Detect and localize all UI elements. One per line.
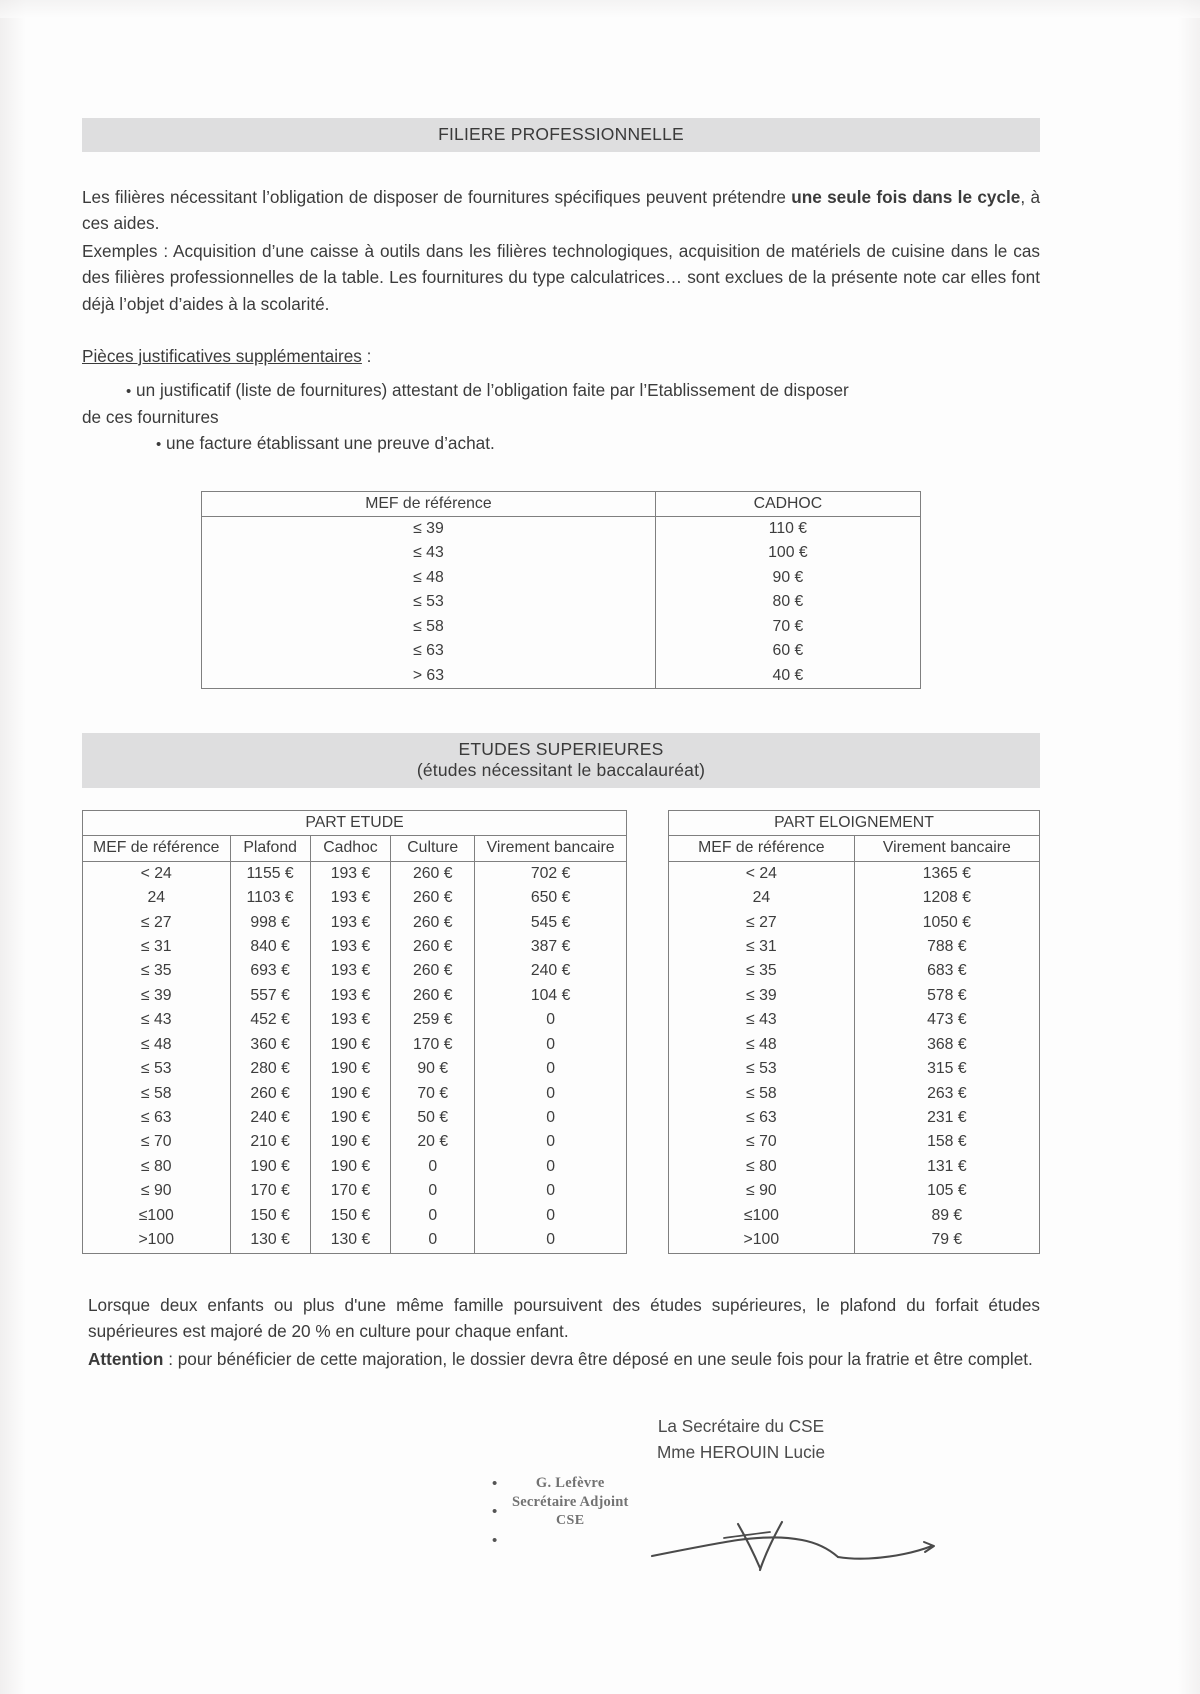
pl-virement: 1365 €: [854, 861, 1039, 886]
bullet-item-facture-text: une facture établissant une preuve d’achat.: [166, 432, 495, 453]
table-row: [202, 517, 921, 542]
pe-cadhoc: 190 €: [310, 1082, 390, 1106]
table-row: [202, 615, 921, 639]
stamp-dots-icon: • • •: [492, 1474, 498, 1549]
table-row: [83, 959, 627, 983]
cadhoc-cell-value: 70 €: [655, 615, 920, 639]
banner-etudes-line1: ETUDES SUPERIEURES: [458, 738, 664, 759]
cadhoc-header-row: [202, 491, 921, 516]
cadhoc-cell-value: 60 €: [655, 639, 920, 663]
pe-mef: ≤ 31: [83, 935, 231, 959]
table-row: [83, 1106, 627, 1130]
pe-virement: 650 €: [475, 886, 627, 910]
pe-virement: 0: [475, 1057, 627, 1081]
pl-virement: 1208 €: [854, 886, 1039, 910]
pe-virement: 0: [475, 1204, 627, 1228]
pl-mef: ≤ 31: [669, 935, 855, 959]
table-row: [83, 1130, 627, 1154]
part-eloignement-group-header-row: [669, 810, 1040, 835]
pe-plafond: 998 €: [230, 911, 310, 935]
table-row: [83, 1057, 627, 1081]
pe-culture: 170 €: [391, 1033, 475, 1057]
pe-mef: ≤ 48: [83, 1033, 231, 1057]
pe-plafond: 280 €: [230, 1057, 310, 1081]
pe-plafond: 693 €: [230, 959, 310, 983]
pl-mef: ≤ 27: [669, 911, 855, 935]
paragraph-majoration-text: Lorsque deux enfants ou plus d'une même famille poursuivent des études supérieures, le plafond du forfait études supérieures est majoré de 20 % en culture pour chaque enfant.: [88, 1294, 1040, 1341]
stamp-line-name: G. Lefèvre: [535, 1474, 605, 1491]
subheading-pieces-justificatives: [82, 343, 1040, 369]
banner-etudes-line2: (études nécessitant le baccalauréat): [416, 759, 706, 780]
cadhoc-cell-value: 40 €: [655, 664, 920, 689]
paragraph-attention: [82, 1346, 1040, 1372]
pe-mef: ≤ 63: [83, 1106, 231, 1130]
table-row: [669, 1130, 1040, 1154]
table-row: [83, 1155, 627, 1179]
pl-virement: 231 €: [854, 1106, 1039, 1130]
paragraph-filieres-bold: une seule fois dans le cycle: [791, 187, 1021, 207]
table-row: [669, 1179, 1040, 1203]
pe-plafond: 1155 €: [230, 861, 310, 886]
pe-virement: 0: [475, 1130, 627, 1154]
table-row: [202, 566, 921, 590]
pl-mef: ≤ 39: [669, 984, 855, 1008]
stamp-secretaire-adjoint: [512, 1474, 629, 1531]
pe-mef: ≤ 27: [83, 911, 231, 935]
subheading-colon: :: [361, 345, 372, 366]
table-row: [83, 886, 627, 910]
pe-cadhoc: 130 €: [310, 1228, 390, 1253]
pe-culture: 260 €: [391, 861, 475, 886]
pl-virement: 131 €: [854, 1155, 1039, 1179]
pl-mef: ≤ 80: [669, 1155, 855, 1179]
part-etude-group-header: PART ETUDE: [83, 810, 627, 835]
pe-cadhoc: 193 €: [310, 1008, 390, 1032]
pe-virement: 104 €: [475, 984, 627, 1008]
table-row: [669, 1106, 1040, 1130]
pe-mef: ≤ 39: [83, 984, 231, 1008]
pl-virement: 315 €: [854, 1057, 1039, 1081]
pl-virement: 368 €: [854, 1033, 1039, 1057]
pe-mef: ≤ 35: [83, 959, 231, 983]
part-eloignement-header-mef: MEF de référence: [669, 836, 855, 861]
pe-mef: ≤ 43: [83, 1008, 231, 1032]
cadhoc-header-cadhoc: CADHOC: [655, 491, 920, 516]
pl-virement: 683 €: [854, 959, 1039, 983]
bullet-dot-icon: •: [126, 382, 132, 400]
cadhoc-cell-mef: ≤ 53: [202, 590, 656, 614]
pe-culture: 50 €: [391, 1106, 475, 1130]
pe-mef: ≤100: [83, 1204, 231, 1228]
table-row: [669, 861, 1040, 886]
pl-virement: 1050 €: [854, 911, 1039, 935]
pe-culture: 259 €: [391, 1008, 475, 1032]
paragraph-attention-text: : pour bénéficier de cette majoration, le dossier devra être déposé en une seule fois pour la fratrie et être complet.: [163, 1348, 1033, 1369]
pe-culture: 260 €: [391, 984, 475, 1008]
pl-mef: ≤ 70: [669, 1130, 855, 1154]
table-row: [669, 1057, 1040, 1081]
pl-virement: 89 €: [854, 1204, 1039, 1228]
pe-cadhoc: 190 €: [310, 1155, 390, 1179]
pe-mef: ≤ 80: [83, 1155, 231, 1179]
table-row: [83, 1082, 627, 1106]
table-row: [83, 1179, 627, 1203]
pe-mef: 24: [83, 886, 231, 910]
pl-mef: < 24: [669, 861, 855, 886]
pe-virement: 0: [475, 1082, 627, 1106]
pe-plafond: 190 €: [230, 1155, 310, 1179]
paragraph-majoration: [82, 1292, 1040, 1344]
pe-culture: 20 €: [391, 1130, 475, 1154]
pe-virement: 387 €: [475, 935, 627, 959]
pe-virement: 0: [475, 1228, 627, 1253]
pl-mef: ≤ 48: [669, 1033, 855, 1057]
pe-plafond: 452 €: [230, 1008, 310, 1032]
scan-edge-left: [0, 0, 26, 1694]
pe-mef: ≤ 53: [83, 1057, 231, 1081]
pl-mef: ≤100: [669, 1204, 855, 1228]
cadhoc-cell-value: 110 €: [655, 517, 920, 542]
cadhoc-cell-mef: ≤ 43: [202, 541, 656, 565]
signature-name: Mme HEROUIN Lucie: [656, 1441, 826, 1462]
bullet-item-justificatif-continuation: [82, 404, 1040, 430]
tables-container: [82, 810, 1040, 1254]
pe-virement: 0: [475, 1179, 627, 1203]
table-row: [669, 935, 1040, 959]
bullet-item-justificatif-text: un justificatif (liste de fournitures) attestant de l’obligation faite par l’Etablissement de disposer: [136, 379, 849, 400]
table-row: [83, 1008, 627, 1032]
pe-culture: 260 €: [391, 959, 475, 983]
pe-virement: 702 €: [475, 861, 627, 886]
pe-cadhoc: 193 €: [310, 886, 390, 910]
table-row: [202, 590, 921, 614]
pe-cadhoc: 193 €: [310, 959, 390, 983]
pl-virement: 473 €: [854, 1008, 1039, 1032]
paragraph-filieres-part2: , à ces aides.: [82, 187, 1041, 234]
bullet-item-justificatif: [82, 377, 1040, 404]
table-row: [669, 984, 1040, 1008]
table-row: [202, 664, 921, 689]
table-row: [669, 1228, 1040, 1253]
pe-virement: 240 €: [475, 959, 627, 983]
part-etude-header-row: [83, 836, 627, 861]
table-row: [669, 1033, 1040, 1057]
cadhoc-cell-mef: ≤ 63: [202, 639, 656, 663]
pe-culture: 70 €: [391, 1082, 475, 1106]
pl-virement: 105 €: [854, 1179, 1039, 1203]
paragraph-exemples-text: Exemples : Acquisition d’une caisse à outils dans les filières technologiques, acquisition de matériels de cuisine dans le cas des filières professionnelles de la table. Les fournitures du type calculatrices… sont exclues de la présente note car elles font déjà l’objet d’aides à la scolarité.: [82, 241, 1040, 314]
table-row: [83, 984, 627, 1008]
table-row: [83, 1228, 627, 1253]
cadhoc-table-body: [202, 491, 921, 688]
cadhoc-cell-mef: > 63: [202, 664, 656, 689]
pe-cadhoc: 190 €: [310, 1106, 390, 1130]
pe-mef: ≤ 58: [83, 1082, 231, 1106]
pe-culture: 0: [391, 1179, 475, 1203]
cadhoc-cell-value: 80 €: [655, 590, 920, 614]
pl-mef: ≤ 58: [669, 1082, 855, 1106]
pe-culture: 90 €: [391, 1057, 475, 1081]
pe-plafond: 840 €: [230, 935, 310, 959]
pe-cadhoc: 193 €: [310, 911, 390, 935]
bullet-dot-icon: •: [156, 435, 162, 453]
pe-plafond: 360 €: [230, 1033, 310, 1057]
pe-culture: 260 €: [391, 886, 475, 910]
pe-plafond: 1103 €: [230, 886, 310, 910]
pe-culture: 260 €: [391, 911, 475, 935]
cadhoc-header-mef: MEF de référence: [202, 491, 656, 516]
pe-cadhoc: 193 €: [310, 861, 390, 886]
table-row: [669, 959, 1040, 983]
pe-cadhoc: 190 €: [310, 1057, 390, 1081]
pe-cadhoc: 193 €: [310, 984, 390, 1008]
pe-virement: 0: [475, 1008, 627, 1032]
table-row: [669, 886, 1040, 910]
banner-etudes-superieures: [82, 733, 1040, 788]
pe-cadhoc: 150 €: [310, 1204, 390, 1228]
pe-mef: >100: [83, 1228, 231, 1253]
part-etude-header-mef: MEF de référence: [83, 836, 231, 861]
paragraph-exemples: [82, 238, 1040, 316]
pe-virement: 0: [475, 1155, 627, 1179]
pl-virement: 79 €: [854, 1228, 1039, 1253]
pl-mef: >100: [669, 1228, 855, 1253]
subheading-label: Pièces justificatives supplémentaires: [82, 345, 362, 366]
part-eloignement-header-row: [669, 836, 1040, 861]
part-etude-group-header-row: [83, 810, 627, 835]
pe-plafond: 557 €: [230, 984, 310, 1008]
paragraph-filieres: [82, 184, 1040, 236]
table-row: [202, 639, 921, 663]
signature-block: [82, 1414, 1040, 1466]
cadhoc-cell-mef: ≤ 39: [202, 517, 656, 542]
pe-cadhoc: 193 €: [310, 935, 390, 959]
cadhoc-table: [201, 491, 921, 689]
table-row: [669, 1155, 1040, 1179]
part-etude-header-culture: Culture: [391, 836, 475, 861]
pe-culture: 0: [391, 1228, 475, 1253]
table-row: [83, 911, 627, 935]
table-row: [83, 1204, 627, 1228]
pe-virement: 545 €: [475, 911, 627, 935]
pe-cadhoc: 170 €: [310, 1179, 390, 1203]
part-etude-table-body: [83, 810, 627, 1253]
stamp-line-role: Secrétaire Adjoint: [512, 1493, 629, 1510]
part-etude-header-virement: Virement bancaire: [475, 836, 627, 861]
document-content: [82, 0, 1040, 1576]
pe-mef: ≤ 70: [83, 1130, 231, 1154]
pe-mef: ≤ 90: [83, 1179, 231, 1203]
pe-virement: 0: [475, 1106, 627, 1130]
attention-label: Attention: [88, 1348, 164, 1369]
bullet-item-facture: [82, 430, 1040, 457]
cadhoc-cell-mef: ≤ 48: [202, 566, 656, 590]
pe-mef: < 24: [83, 861, 231, 886]
table-row: [669, 1008, 1040, 1032]
pl-virement: 263 €: [854, 1082, 1039, 1106]
stamp-area: [82, 1466, 1040, 1576]
handwritten-signature-icon: [642, 1510, 942, 1580]
pl-virement: 158 €: [854, 1130, 1039, 1154]
pl-mef: ≤ 53: [669, 1057, 855, 1081]
table-row: [83, 935, 627, 959]
pe-plafond: 260 €: [230, 1082, 310, 1106]
pl-mef: ≤ 43: [669, 1008, 855, 1032]
pe-culture: 0: [391, 1155, 475, 1179]
pe-plafond: 130 €: [230, 1228, 310, 1253]
part-etude-header-plafond: Plafond: [230, 836, 310, 861]
table-row: [669, 1082, 1040, 1106]
table-row: [202, 541, 921, 565]
part-eloignement-header-virement: Virement bancaire: [854, 836, 1039, 861]
paragraph-filieres-part1: Les filières nécessitant l’obligation de disposer de fournitures spécifiques peuvent prétendre: [82, 187, 792, 207]
pe-cadhoc: 190 €: [310, 1033, 390, 1057]
bullet-item-justificatif-cont-text: de ces fournitures: [82, 406, 219, 427]
part-eloignement-group-header: PART ELOIGNEMENT: [669, 810, 1040, 835]
table-row: [669, 911, 1040, 935]
pe-plafond: 240 €: [230, 1106, 310, 1130]
signature-role: La Secrétaire du CSE: [657, 1415, 825, 1436]
table-row: [669, 1204, 1040, 1228]
cadhoc-cell-value: 90 €: [655, 566, 920, 590]
table-row: [83, 861, 627, 886]
pe-plafond: 170 €: [230, 1179, 310, 1203]
pl-mef: ≤ 63: [669, 1106, 855, 1130]
part-eloignement-table-body: [669, 810, 1040, 1253]
pl-virement: 578 €: [854, 984, 1039, 1008]
pe-culture: 0: [391, 1204, 475, 1228]
pl-mef: ≤ 90: [669, 1179, 855, 1203]
scan-edge-right: [1178, 0, 1200, 1694]
part-eloignement-table: [668, 810, 1040, 1254]
pe-cadhoc: 190 €: [310, 1130, 390, 1154]
stamp-line-org: CSE: [556, 1512, 585, 1528]
cadhoc-cell-value: 100 €: [655, 541, 920, 565]
pe-plafond: 150 €: [230, 1204, 310, 1228]
banner-filiere-professionnelle: [82, 118, 1040, 152]
pl-mef: ≤ 35: [669, 959, 855, 983]
part-etude-table: [82, 810, 627, 1254]
part-etude-header-cadhoc: Cadhoc: [310, 836, 390, 861]
pe-plafond: 210 €: [230, 1130, 310, 1154]
pe-virement: 0: [475, 1033, 627, 1057]
pe-culture: 260 €: [391, 935, 475, 959]
pl-virement: 788 €: [854, 935, 1039, 959]
table-row: [83, 1033, 627, 1057]
pl-mef: 24: [669, 886, 855, 910]
banner-filiere-label: FILIERE PROFESSIONNELLE: [438, 124, 684, 144]
cadhoc-cell-mef: ≤ 58: [202, 615, 656, 639]
